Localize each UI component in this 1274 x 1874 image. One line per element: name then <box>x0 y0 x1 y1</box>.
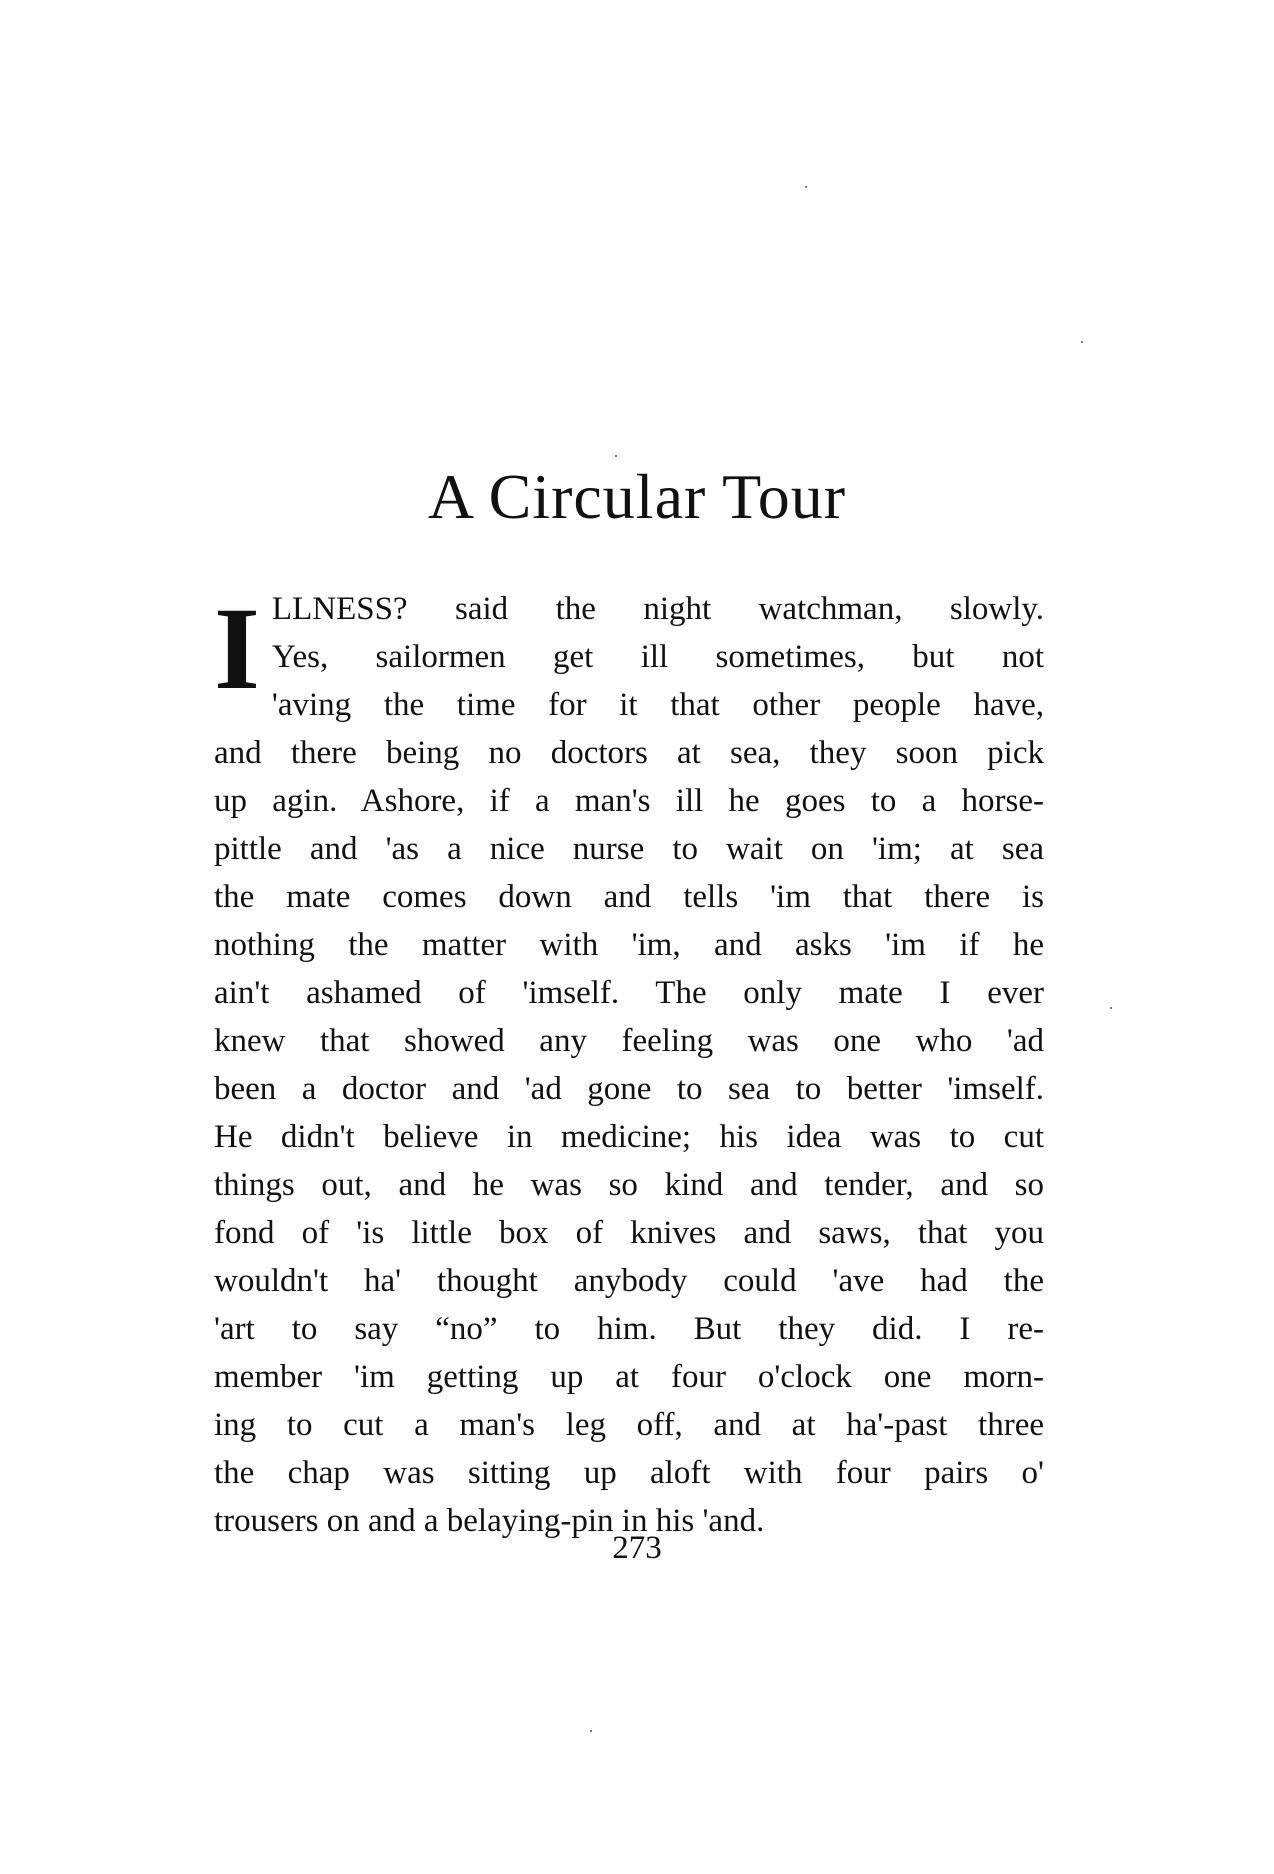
ink-speck <box>1110 1007 1112 1009</box>
drop-cap-lines <box>272 585 1044 729</box>
page-number: 273 <box>612 1530 662 1566</box>
text-line: member 'im getting up at four o'clock one morn- <box>214 1359 1044 1395</box>
text-line: LLNESS? said the night watchman, slowly. <box>271 591 1044 627</box>
text-line: up agin. Ashore, if a man's ill he goes to a horse- <box>214 783 1044 819</box>
drop-cap: I <box>214 583 260 714</box>
chapter-title: A Circular Tour <box>427 461 847 532</box>
text-line: nothing the matter with 'im, and asks 'im if he <box>214 927 1044 963</box>
text-line: things out, and he was so kind and tender, and so <box>214 1167 1044 1203</box>
text-line: ain't ashamed of 'imself. The only mate I ever <box>214 975 1044 1011</box>
text-line: wouldn't ha' thought anybody could 'ave had the <box>214 1263 1044 1299</box>
text-line: ing to cut a man's leg off, and at ha'-past three <box>214 1407 1044 1443</box>
text-line: 'art to say “no” to him. But they did. I re- <box>214 1311 1044 1347</box>
body-text <box>214 585 1044 1545</box>
text-line: 'aving the time for it that other people have, <box>271 687 1044 723</box>
text-line: He didn't believe in medicine; his idea was to cut <box>214 1119 1044 1155</box>
text-line: been a doctor and 'ad gone to sea to better 'imself. <box>214 1071 1044 1107</box>
text-line: pittle and 'as a nice nurse to wait on 'im; at sea <box>214 831 1044 867</box>
text-line: knew that showed any feeling was one who 'ad <box>214 1023 1044 1059</box>
text-line: trousers on and a belaying-pin in his 'and. <box>214 1503 765 1539</box>
text-line: and there being no doctors at sea, they soon pick <box>214 735 1044 771</box>
ink-speck <box>590 1730 592 1732</box>
ink-speck <box>615 455 617 457</box>
ink-speck <box>805 186 807 188</box>
ink-speck <box>1081 341 1083 343</box>
text-line: the chap was sitting up aloft with four pairs o' <box>214 1455 1044 1491</box>
text-line: fond of 'is little box of knives and saws, that you <box>214 1215 1044 1251</box>
text-line: Yes, sailormen get ill sometimes, but not <box>271 639 1044 675</box>
text-line: the mate comes down and tells 'im that there is <box>214 879 1044 915</box>
